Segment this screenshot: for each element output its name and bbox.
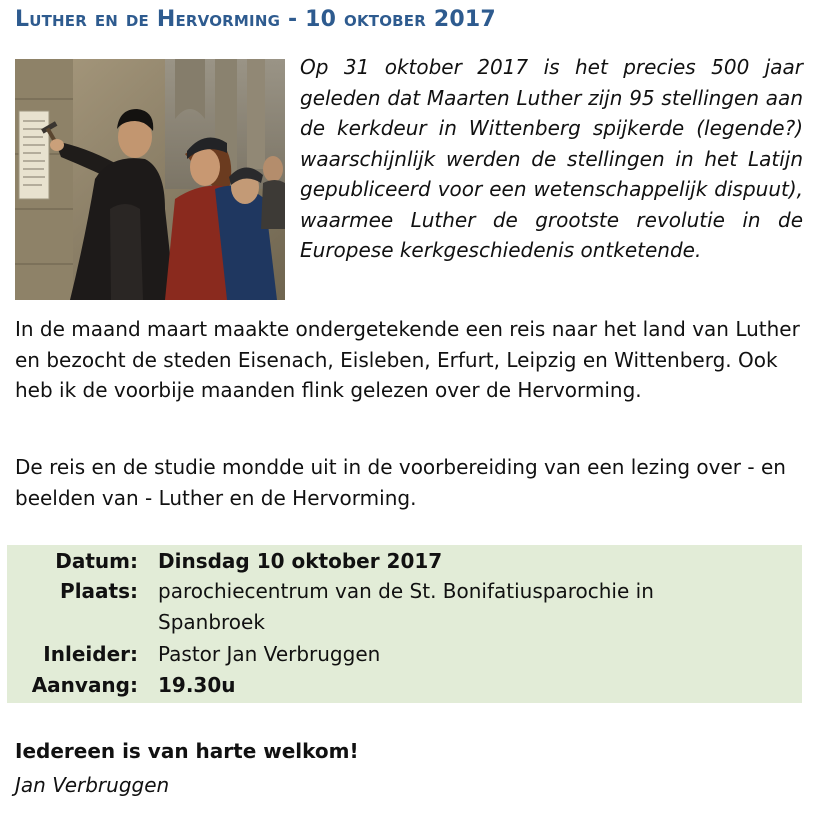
welcome-text: Iedereen is van harte welkom!	[15, 739, 359, 763]
page-title: Luther en de Hervorming - 10 oktober 2017	[15, 7, 496, 32]
place-label: Plaats:	[60, 579, 138, 603]
speaker-label: Inleider:	[43, 642, 138, 666]
luther-painting-image	[15, 59, 285, 300]
body-paragraph-travel: In de maand maart maakte ondergetekende een reis naar het land van Luther en bezocht de steden Eisenach, Eisleben, Erfurt, Leipzig en Wittenberg. Ook heb ik de voorbije maanden flink gelezen over de Hervorming.	[15, 317, 800, 402]
signature-text: Jan Verbruggen	[15, 773, 170, 797]
start-value: 19.30u	[158, 673, 236, 697]
intro-paragraph: Op 31 oktober 2017 is het precies 500 jaar geleden dat Maarten Luther zijn 95 stellingen aan de kerkdeur in Wittenberg spijkerde (legende?) waarschijnlijk werden de stellingen in het Latijn gepubliceerd voor een wetenschappelijk dispuut), waarmee Luther de grootste revolutie in de Europese kerkgeschiedenis ontketende.	[300, 55, 803, 262]
place-value-line1: parochiecentrum van de St. Bonifatiusparochie in	[158, 579, 654, 603]
speaker-value: Pastor Jan Verbruggen	[158, 642, 381, 666]
start-label: Aanvang:	[31, 673, 138, 697]
date-label: Datum:	[55, 549, 138, 573]
place-value-line2: Spanbroek	[158, 610, 265, 634]
date-value: Dinsdag 10 oktober 2017	[158, 549, 443, 573]
event-info-box	[7, 545, 802, 703]
body-paragraph-lecture: De reis en de studie mondde uit in de voorbereiding van een lezing over - en beelden van - Luther en de Hervorming.	[15, 455, 786, 510]
